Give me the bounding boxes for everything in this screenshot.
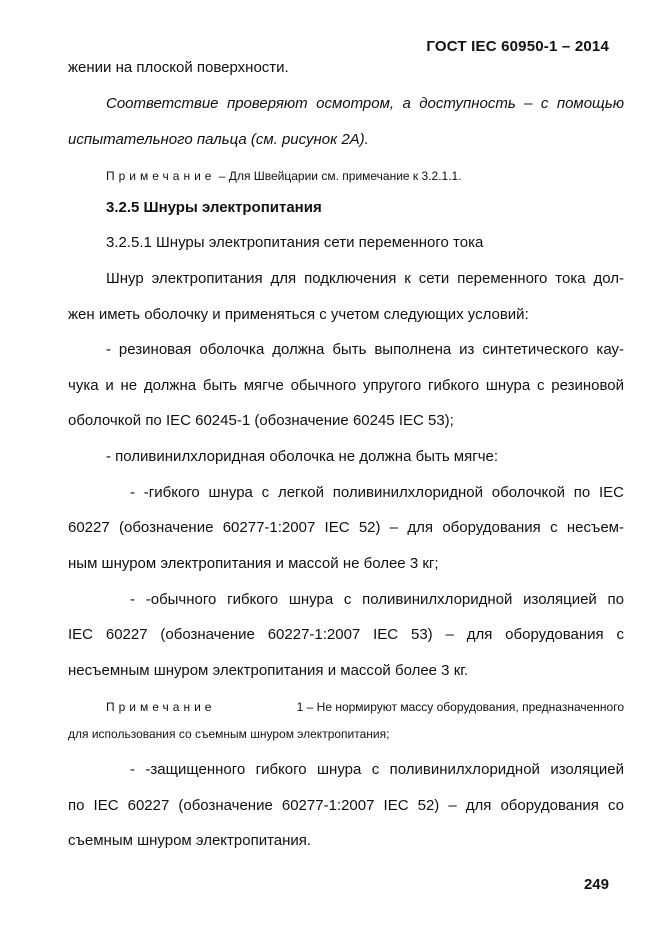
note-label: Примечание (106, 169, 216, 183)
list-item-line: - -защищенного гибкого шнура с поливинилхлоридной изоляцией (130, 761, 624, 778)
document-header: ГОСТ IEC 60950-1 – 2014 (426, 38, 609, 55)
paragraph-line: Шнур электропитания для подключения к сети переменного тока дол- (106, 270, 624, 287)
list-item-line: - -обычного гибкого шнура с поливинилхлоридной изоляцией по (130, 591, 624, 608)
note-label: Примечание (106, 700, 216, 714)
list-item-line: - -гибкого шнура с легкой поливинилхлоридной оболочкой по IEC (130, 484, 624, 501)
note-text: для использования со съемным шнуром электропитания; (68, 727, 390, 741)
paragraph-line: жении на плоской поверхности. (68, 59, 289, 76)
paragraph-line: жен иметь оболочку и применяться с учетом следующих условий: (68, 306, 529, 323)
list-item-line: IEC 60227 (обозначение 60227-1:2007 IEC 53) – для оборудования с (68, 626, 624, 643)
list-item-line: - резиновая оболочка должна быть выполнена из синтетического кау- (106, 341, 624, 358)
list-item-line: оболочкой по IEC 60245-1 (обозначение 60245 IEC 53); (68, 412, 454, 429)
note-text: – Для Швейцарии см. примечание к 3.2.1.1. (215, 169, 462, 183)
note (106, 166, 624, 186)
list-item-line: ным шнуром электропитания и массой не более 3 кг; (68, 555, 439, 572)
compliance-line: испытательного пальца (см. рисунок 2А). (68, 131, 369, 148)
list-item-line: по IEC 60227 (обозначение 60277-1:2007 IEC 52) – для оборудования со (68, 797, 624, 814)
list-item-line: - поливинилхлоридная оболочка не должна быть мягче: (106, 448, 499, 465)
list-item-line: 60227 (обозначение 60277-1:2007 IEC 52) – для оборудования с несъем- (68, 519, 624, 536)
list-item-line: чука и не должна быть мягче обычного упругого гибкого шнура с резиновой (68, 377, 624, 394)
list-item-line: несъемным шнуром электропитания и массой более 3 кг. (68, 662, 469, 679)
compliance-line: Соответствие проверяют осмотром, а доступность – с помощью (106, 95, 624, 112)
section-heading: 3.2.5 Шнуры электропитания (106, 199, 322, 216)
subsection-heading: 3.2.5.1 Шнуры электропитания сети переменного тока (106, 234, 484, 251)
list-item-line: съемным шнуром электропитания. (68, 832, 312, 849)
note (106, 697, 624, 717)
page-number: 249 (583, 876, 609, 893)
note-text: 1 – Не нормируют массу оборудования, предназначенного (296, 700, 624, 714)
